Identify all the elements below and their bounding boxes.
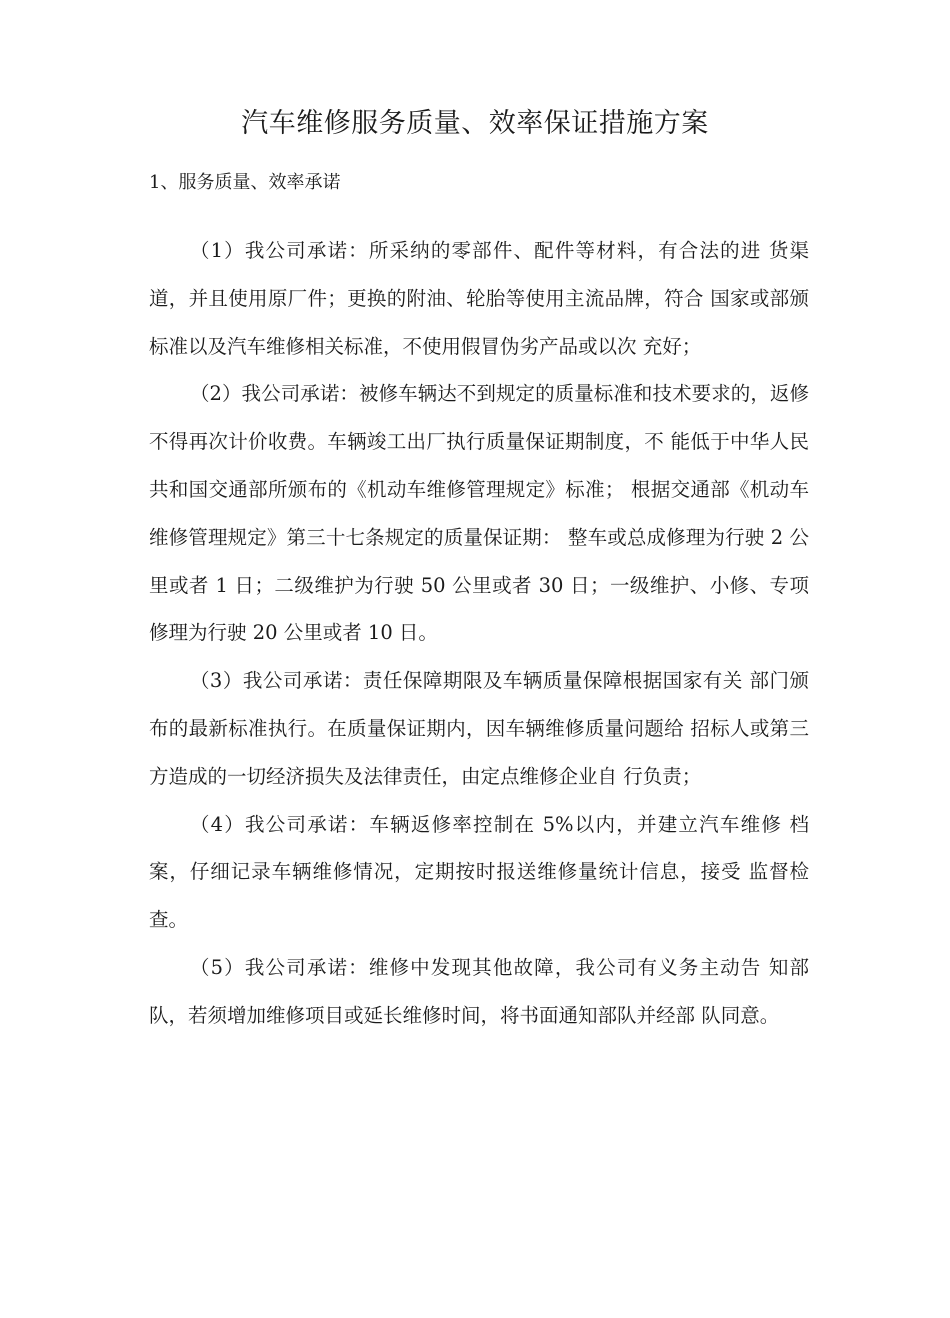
paragraph-commitment-2: （2）我公司承诺：被修车辆达不到规定的质量标准和技术要求的，返修不得再次计价收费。车辆竣工出厂执行质量保证期制度，不 能低于中华人民共和国交通部所颁布的《机动车维修管理规定》标准； 根据交通部《机动车维修管理规定》第三十七条规定的质量保证期： 整车或总成修理为行驶 2 公里或者 1 日；二级维护为行驶 50 公里或者 30 日；一级维护、小修、专项修理为行驶 20 公里或者 10 日。: [149, 382, 809, 645]
document-body: [149, 227, 809, 1040]
paragraph-commitment-4: （4）我公司承诺：车辆返修率控制在 5%以内，并建立汽车维修 档案，仔细记录车辆维修情况，定期按时报送维修量统计信息，接受 监督检查。: [149, 812, 809, 932]
document-title: 汽车维修服务质量、效率保证措施方案: [241, 108, 709, 139]
paragraph-commitment-3: （3）我公司承诺：责任保障期限及车辆质量保障根据国家有关 部门颁布的最新标准执行。在质量保证期内，因车辆维修质量问题给 招标人或第三方造成的一切经济损失及法律责任，由定点维修企业自 行负责；: [149, 669, 809, 788]
paragraph-commitment-1: （1）我公司承诺：所采纳的零部件、配件等材料，有合法的进 货渠道，并且使用原厂件；更换的附油、轮胎等使用主流品牌，符合 国家或部颁标准以及汽车维修相关标准，不使用假冒伪劣产品或以次 充好；: [149, 239, 809, 358]
section-heading: 1、服务质量、效率承诺: [149, 172, 341, 193]
paragraph-commitment-5: （5）我公司承诺：维修中发现其他故障，我公司有义务主动告 知部队，若须增加维修项目或延长维修时间，将书面通知部队并经部 队同意。: [149, 955, 809, 1027]
